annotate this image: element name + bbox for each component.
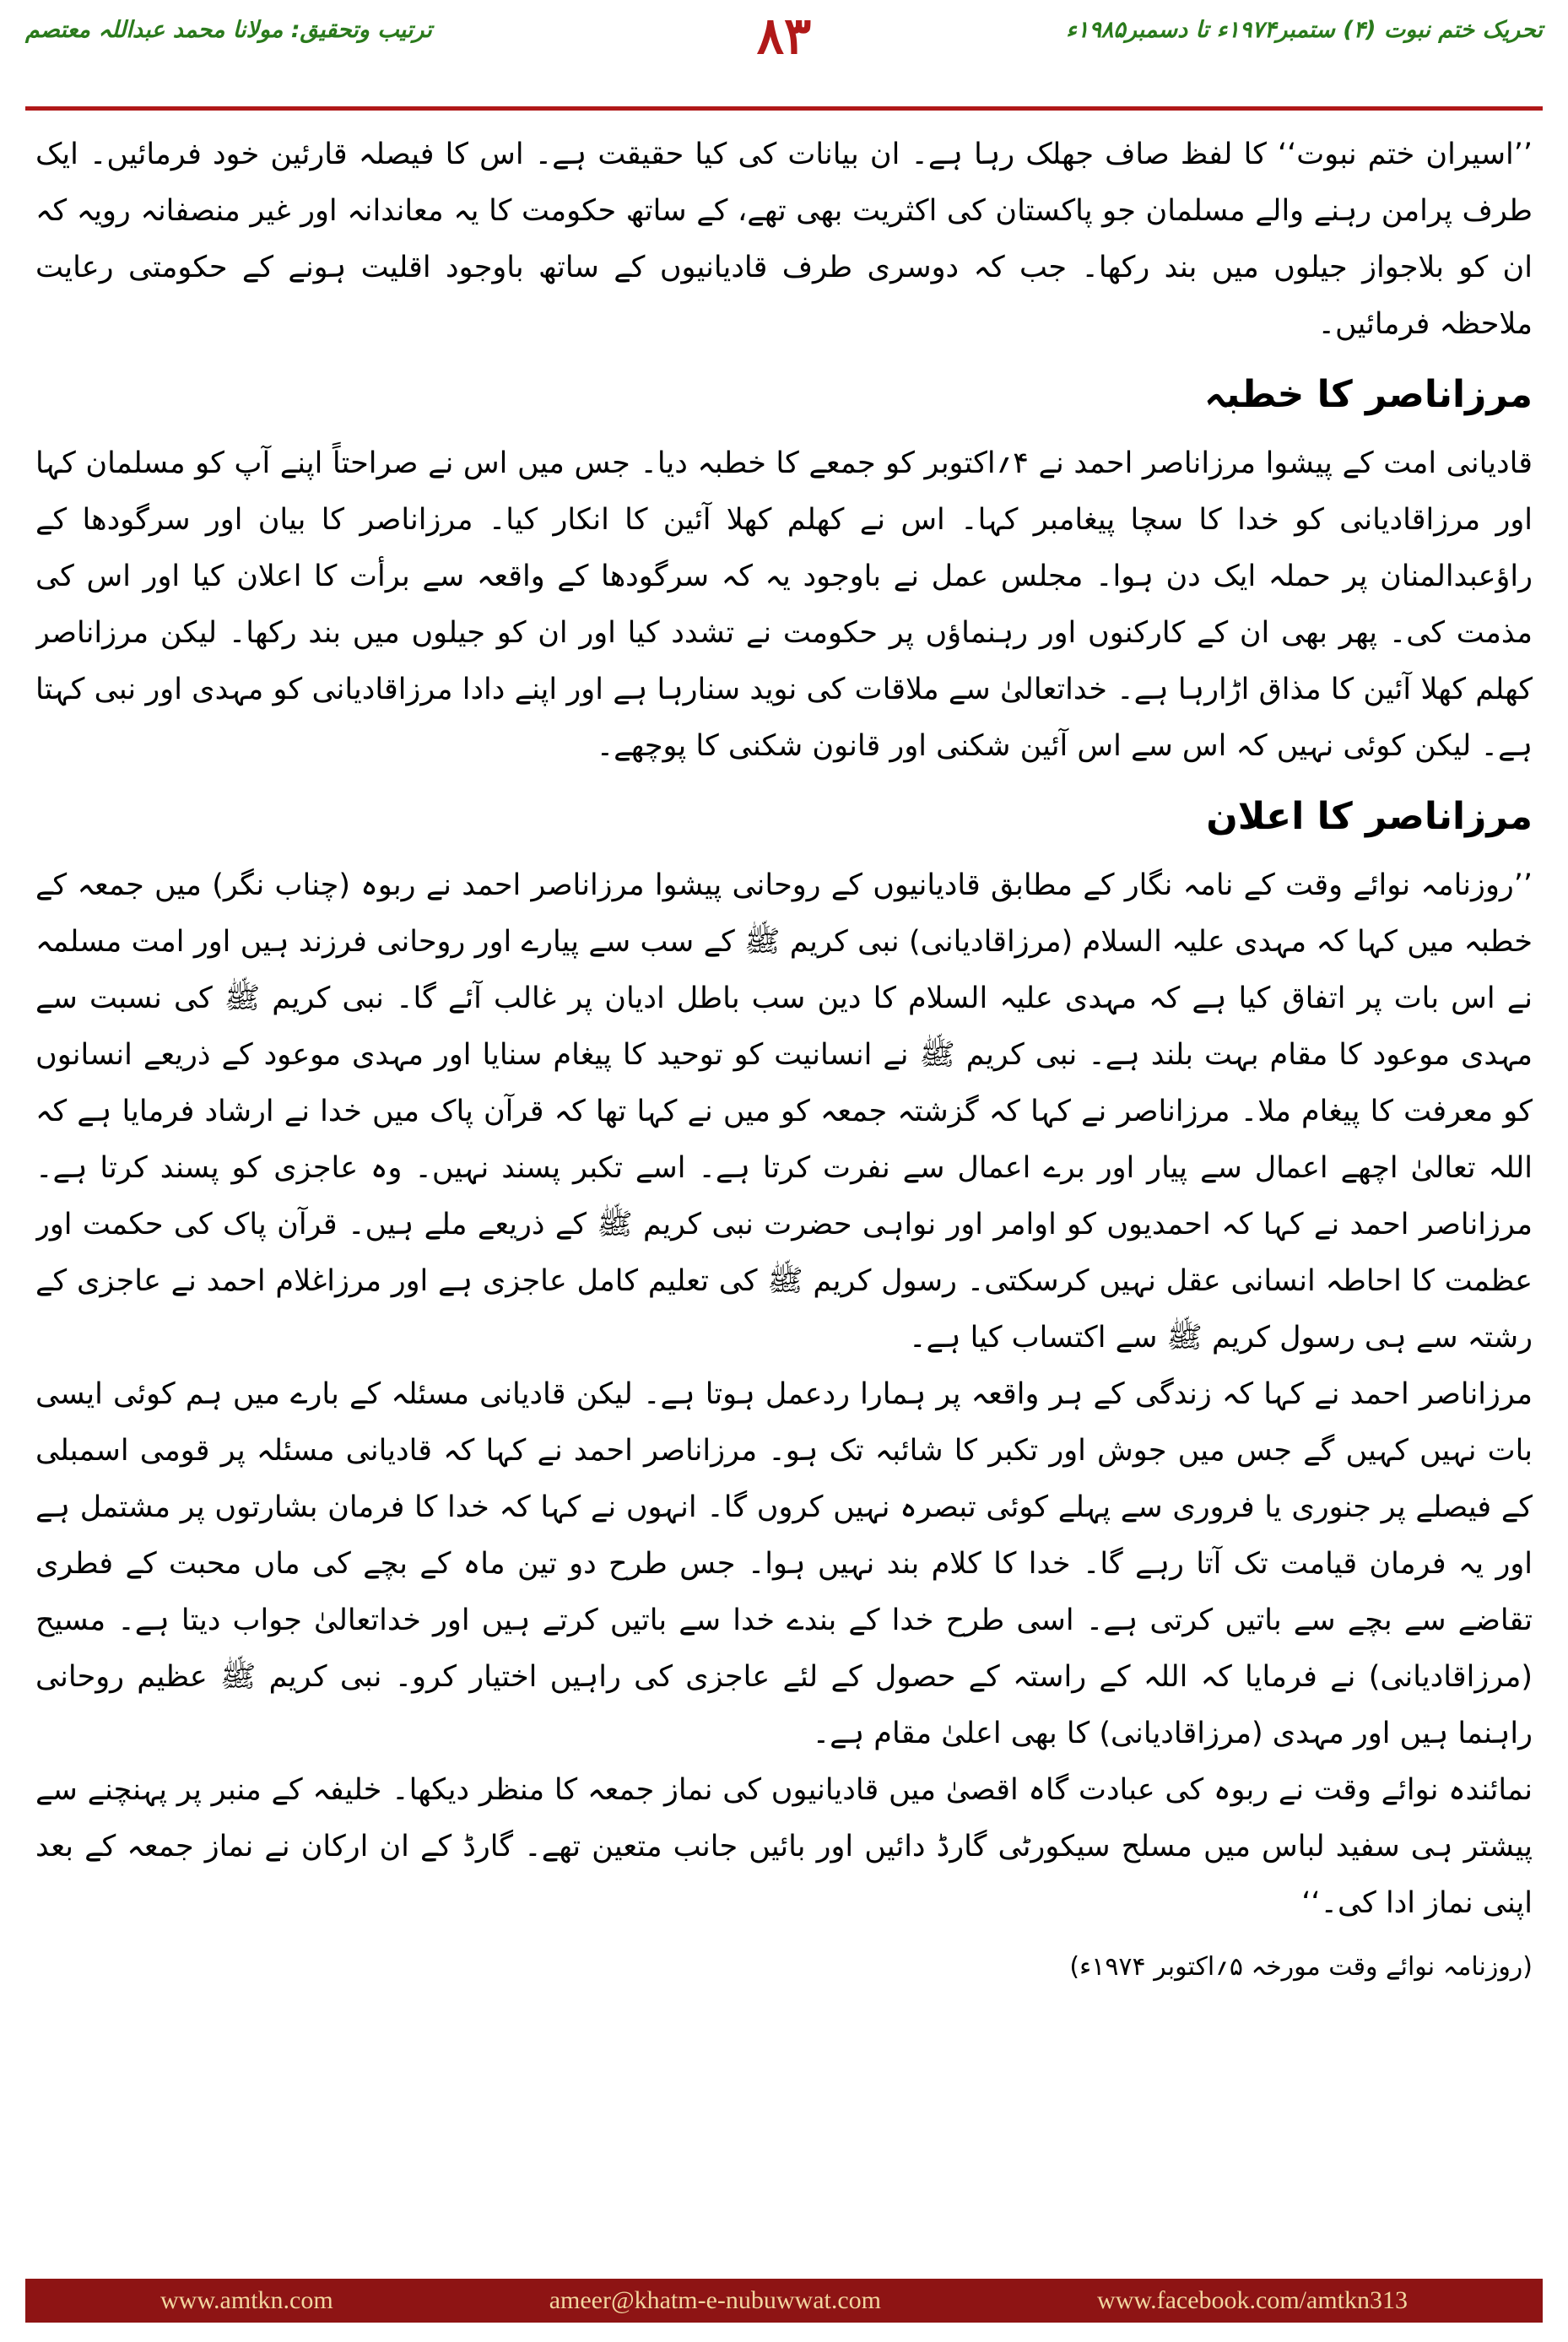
section-heading-sermon: مرزاناصر کا خطبہ bbox=[1203, 373, 1533, 416]
website-link[interactable]: www.amtkn.com bbox=[160, 2286, 333, 2314]
paragraph-sermon: قادیانی امت کے پیشوا مرزاناصر احمد نے ۴؍اکتوبر کو جمعے کا خطبہ دیا۔ جس میں اس نے صراحتاً اپنے آپ کو مسلمان کہا اور مرزاقادیانی کو خدا کا سچا پیغامبر کہا۔ اس نے کھلم کھلا آئین کا انکار کیا۔ مرزاناصر کا بیان اور سرگودھا کے راؤعبدالمنان پر حملہ ایک دن ہوا۔ مجلس عمل نے باوجود یہ کہ سرگودھا کے واقعہ سے برأت کا اعلان کیا اور اس کی مذمت کی۔ پھر بھی ان کے کارکنوں اور رہنماؤں پر حکومت نے تشدد کیا اور ان کو جیلوں میں بند رکھا۔ لیکن مرزاناصر کھلم کھلا آئین کا مذاق اڑارہا ہے۔ خداتعالیٰ سے ملاقات کی نوید سنارہا ہے اور اپنے دادا مرزاقادیانی کو مہدی اور نبی کہتا ہے۔ لیکن کوئی نہیں کہ اس سے اس آئین شکنی اور قانون شکنی کا پوچھے۔ bbox=[35, 446, 1533, 763]
paragraph-quote-continued: مرزاناصر احمد نے کہا کہ زندگی کے ہر واقعہ پر ہمارا ردعمل ہوتا ہے۔ لیکن قادیانی مسئلہ کے بارے میں ہم کوئی ایسی بات نہیں کہیں گے جس میں جوش اور تکبر کا شائبہ تک ہو۔ مرزاناصر احمد نے کہا کہ قادیانی مسئلہ پر قومی اسمبلی کے فیصلے پر جنوری یا فروری سے پہلے کوئی تبصرہ نہیں کروں گا۔ انہوں نے کہا کہ خدا کا فرمان بشارتوں پر مشتمل ہے اور یہ فرمان قیامت تک آتا رہے گا۔ خدا کا کلام بند نہیں ہوا۔ جس طرح دو تین ماہ کے بچے کی ماں محبت کے فطری تقاضے سے بچے سے باتیں کرتی ہے۔ اسی طرح خدا کے بندے خدا سے باتیں کرتے ہیں اور خداتعالیٰ جواب دیتا ہے۔ مسیح (مرزاقادیانی) نے فرمایا کہ اللہ کے راستہ کے حصول کے لئے عاجزی کی راہیں اختیار کرو۔ نبی کریم ﷺ عظیم روحانی راہنما ہیں اور مہدی (مرزاقادیانی) کا بھی اعلیٰ مقام ہے۔ bbox=[35, 1377, 1533, 1750]
compiler-credit: ترتیب وتحقیق: مولانا محمد عبداللہ معتصم bbox=[25, 17, 432, 43]
book-title: تحریک ختم نبوت (۴) ستمبر۱۹۷۴ء تا دسمبر۱۹۸۵ء bbox=[1066, 17, 1543, 43]
source-citation: (روزنامہ نوائے وقت مورخہ ۵؍اکتوبر ۱۹۷۴ء) bbox=[1069, 1952, 1533, 1982]
section-heading-announcement: مرزاناصر کا اعلان bbox=[1206, 795, 1533, 838]
paragraph-quote-end: نمائندہ نوائے وقت نے ربوہ کی عبادت گاہ اقصیٰ میں قادیانیوں کی نماز جمعہ کا منظر دیکھا۔ خلیفہ کے منبر پر پہنچنے سے پیشتر ہی سفید لباس میں مسلح سیکورٹی گارڈ دائیں اور بائیں جانب متعین تھے۔ گارڈ کے ان ارکان نے نماز جمعہ کے بعد اپنی نماز ادا کی۔‘‘ bbox=[35, 1773, 1533, 1920]
email-link[interactable]: ameer@khatm-e-nubuwwat.com bbox=[549, 2286, 882, 2314]
paragraph-quote: ’’روزنامہ نوائے وقت کے نامہ نگار کے مطابق قادیانیوں کے روحانی پیشوا مرزاناصر احمد نے ربوہ (چناب نگر) میں جمعہ کے خطبہ میں کہا کہ مہدی علیہ السلام (مرزاقادیانی) نبی کریم ﷺ کے سب سے پیارے اور روحانی فرزند ہیں اور امت مسلمہ نے اس بات پر اتفاق کیا ہے کہ مہدی علیہ السلام کا دین سب باطل ادیان پر غالب آئے گا۔ نبی کریم ﷺ کی نسبت سے مہدی موعود کا مقام بہت بلند ہے۔ نبی کریم ﷺ نے انسانیت کو توحید کا پیغام سنایا اور مہدی موعود کے ذریعے انسانوں کو معرفت کا پیغام ملا۔ مرزاناصر نے کہا کہ گزشتہ جمعہ کو میں نے کہا تھا کہ قرآن پاک میں خدا نے ارشاد فرمایا ہے کہ اللہ تعالیٰ اچھے اعمال سے پیار اور برے اعمال سے نفرت کرتا ہے۔ اسے تکبر پسند نہیں۔ وہ عاجزی کو پسند کرتا ہے۔ مرزاناصر احمد نے کہا کہ احمدیوں کو اوامر اور نواہی حضرت نبی کریم ﷺ کے ذریعے ملے ہیں۔ قرآن پاک کی حکمت اور عظمت کا احاطہ انسانی عقل نہیں کرسکتی۔ رسول کریم ﷺ کی تعلیم کامل عاجزی ہے اور مرزاغلام احمد نے عاجزی کے رشتہ سے ہی رسول کریم ﷺ سے اکتساب کیا ہے۔ bbox=[35, 868, 1533, 1355]
page-body bbox=[35, 127, 1533, 2237]
page-number: ۸۳ bbox=[756, 7, 812, 66]
facebook-link[interactable]: www.facebook.com/amtkn313 bbox=[1097, 2286, 1408, 2314]
page-header bbox=[25, 0, 1543, 101]
page-footer bbox=[25, 2279, 1543, 2323]
paragraph-intro: ’’اسیران ختم نبوت‘‘ کا لفظ صاف جھلک رہا ہے۔ ان بیانات کی کیا حقیقت ہے۔ اس کا فیصلہ قارئین خود فرمائیں۔ ایک طرف پرامن رہنے والے مسلمان جو پاکستان کی اکثریت بھی تھے، کے ساتھ حکومت کا یہ معاندانہ اور غیر منصفانہ رویہ کہ ان کو بلاجواز جیلوں میں بند رکھا۔ جب کہ دوسری طرف قادیانیوں کے ساتھ باوجود اقلیت ہونے کے حکومتی رعایت ملاحظہ فرمائیں۔ bbox=[35, 138, 1533, 341]
header-divider bbox=[25, 106, 1543, 111]
